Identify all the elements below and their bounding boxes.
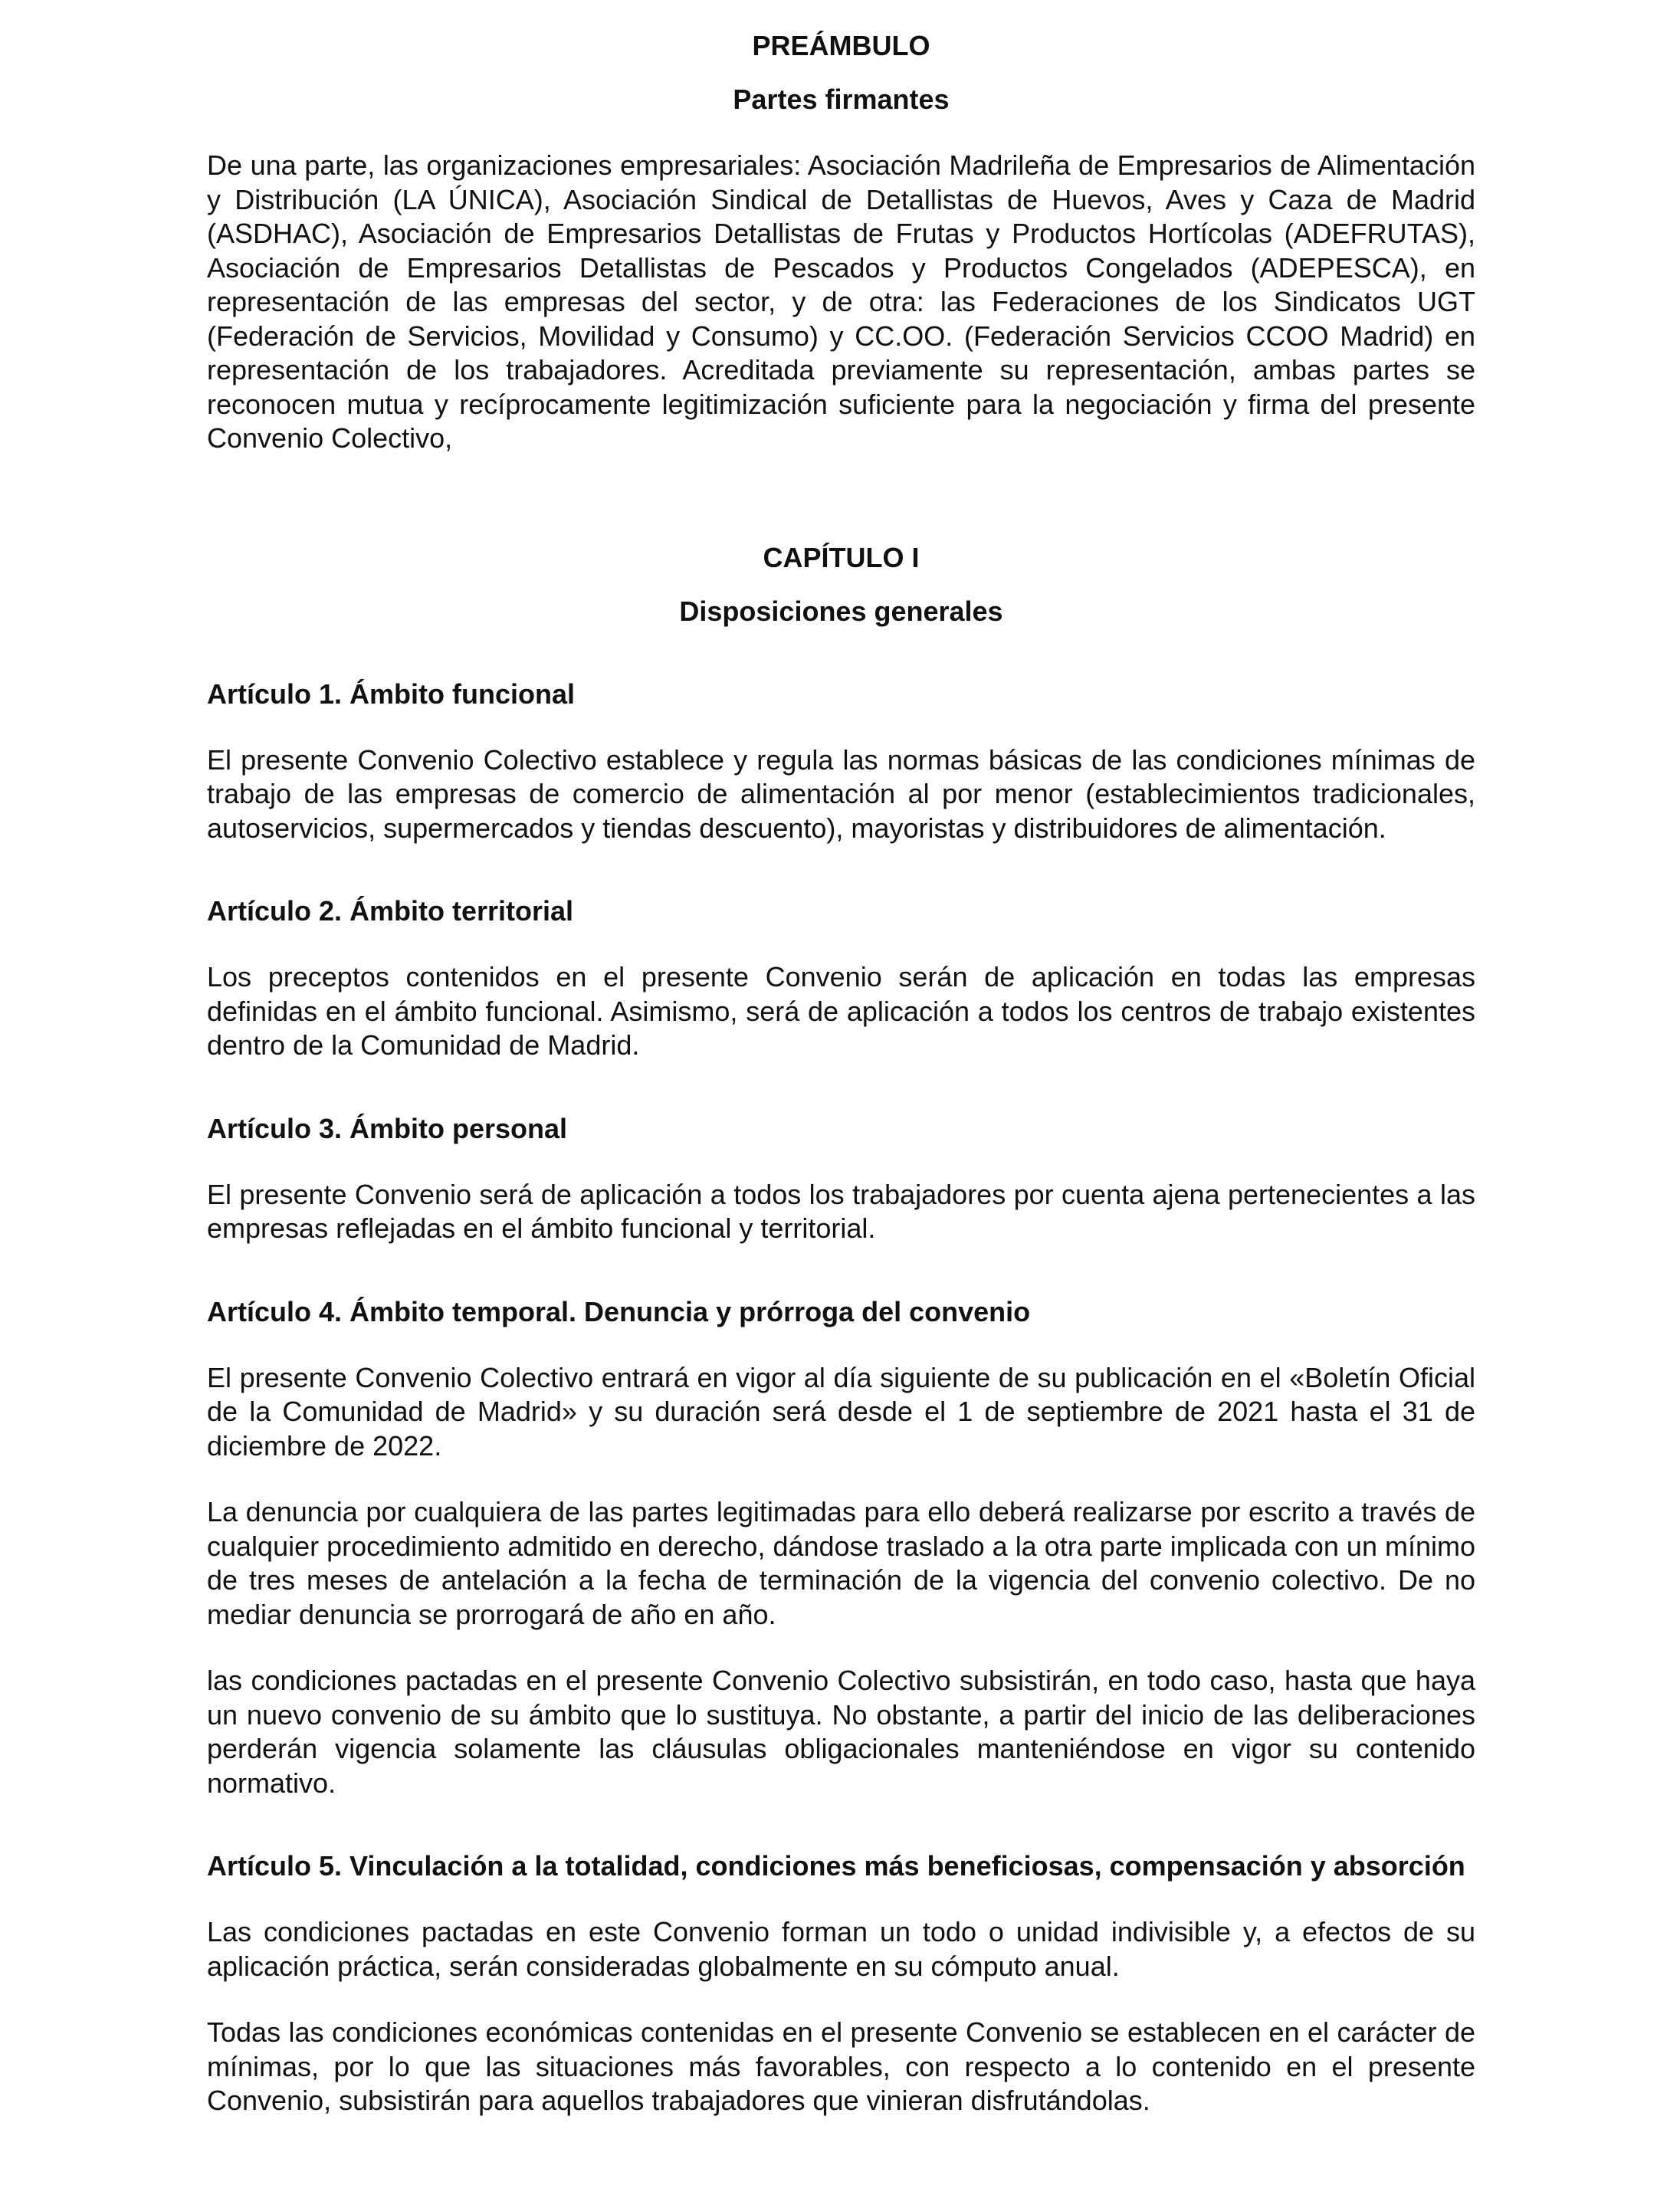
article-5-paragraph-1: Las condiciones pactadas en este Convenio forman un todo o unidad indivisible y, a efectos de su aplicación práctica, serán consideradas globalmente en su cómputo anual.	[207, 1916, 1475, 1982]
preamble-subtitle: Partes firmantes	[733, 84, 950, 115]
article-4-paragraph-3: las condiciones pactadas en el presente Convenio Colectivo subsistirán, en todo caso, hasta que haya un nuevo convenio de su ámbito que lo sustituya. No obstante, a partir del inicio de las deliberaciones perderán vigencia solamente las cláusulas obligacionales manteniéndose en vigor su contenido normativo.	[207, 1665, 1475, 1799]
article-4-paragraph-2: La denuncia por cualquiera de las partes legitimadas para ello deberá realizarse por escrito a través de cualquier procedimiento admitido en derecho, dándose traslado a la otra parte implicada con un mínimo de tres meses de antelación a la fecha de terminación de la vigencia del convenio colectivo. De no mediar denuncia se prorrogará de año en año.	[207, 1496, 1475, 1630]
article-5-title: Artículo 5. Vinculación a la totalidad, condiciones más beneficiosas, compensación y absorción	[207, 1850, 1465, 1882]
article-2-title: Artículo 2. Ámbito territorial	[207, 895, 574, 927]
preamble-body: De una parte, las organizaciones empresariales: Asociación Madrileña de Empresarios de Alimentación y Distribución (LA ÚNICA), Asociación Sindical de Detallistas de Huevos, Aves y Caza de Madrid (ASDHAC), Asociación de Empresarios Detallistas de Frutas y Productos Hortícolas (ADEFRUTAS), Asociación de Empresarios Detallistas de Pescados y Productos Congelados (ADEPESCA), en representación de las empresas del sector, y de otra: las Federaciones de los Sindicatos UGT (Federación de Servicios, Movilidad y Consumo) y CC.OO. (Federación Servicios CCOO Madrid) en representación de los trabajadores. Acreditada previamente su representación, ambas partes se reconocen mutua y recíprocamente legitimización suficiente para la negociación y firma del presente Convenio Colectivo,	[207, 149, 1475, 454]
preamble-title: PREÁMBULO	[752, 30, 930, 61]
article-1-title: Artículo 1. Ámbito funcional	[207, 678, 576, 710]
article-4-title: Artículo 4. Ámbito temporal. Denuncia y prórroga del convenio	[207, 1295, 1031, 1327]
chapter-title: CAPÍTULO I	[763, 541, 920, 573]
document-page	[207, 29, 1475, 2118]
article-2-paragraph-1: Los preceptos contenidos en el presente Convenio serán de aplicación en todas las empresas definidas en el ámbito funcional. Asimismo, será de aplicación a todos los centros de trabajo existentes dentro de la Comunidad de Madrid.	[207, 961, 1475, 1061]
chapter-subtitle: Disposiciones generales	[679, 595, 1003, 627]
article-4-paragraph-1: El presente Convenio Colectivo entrará en vigor al día siguiente de su publicación en el «Boletín Oficial de la Comunidad de Madrid» y su duración será desde el 1 de septiembre de 2021 hasta el 31 de diciembre de 2022.	[207, 1361, 1475, 1462]
article-1-paragraph-1: El presente Convenio Colectivo establece y regula las normas básicas de las condiciones mínimas de trabajo de las empresas de comercio de alimentación al por menor (establecimientos tradicionales, autoservicios, supermercados y tiendas descuento), mayoristas y distribuidores de alimentación.	[207, 743, 1475, 844]
article-3-title: Artículo 3. Ámbito personal	[207, 1112, 568, 1144]
article-5-paragraph-2: Todas las condiciones económicas contenidas en el presente Convenio se establecen en el carácter de mínimas, por lo que las situaciones más favorables, con respecto a lo contenido en el presente Convenio, subsistirán para aquellos trabajadores que vinieran disfrutándolas.	[207, 2016, 1475, 2116]
article-3-paragraph-1: El presente Convenio será de aplicación a todos los trabajadores por cuenta ajena pertenecientes a las empresas reflejadas en el ámbito funcional y territorial.	[207, 1178, 1475, 1244]
